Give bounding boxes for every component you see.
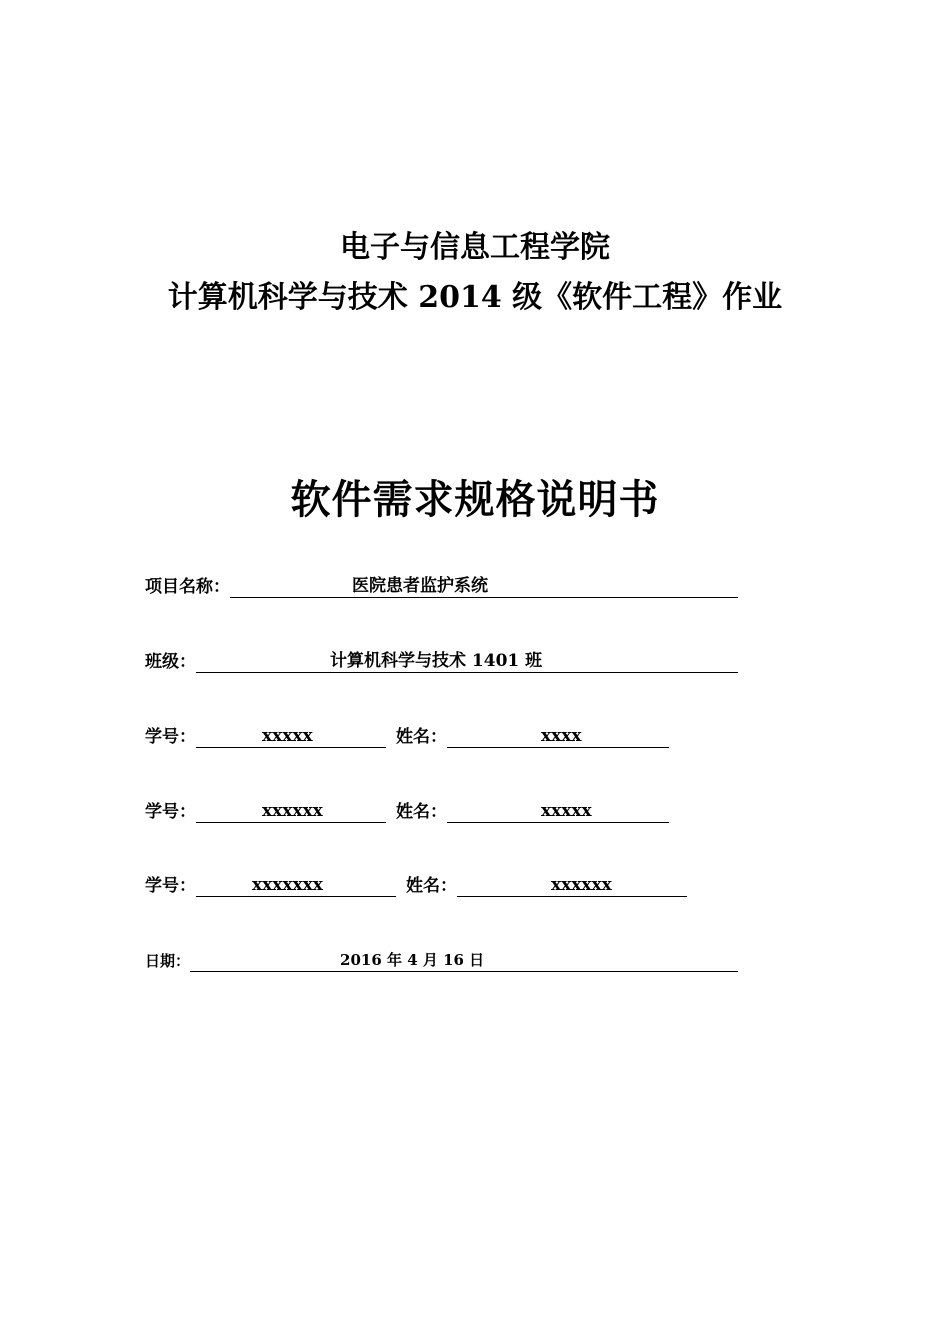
student-name-label: 姓名： (396, 727, 447, 747)
student-id-field (196, 874, 396, 897)
student-name-field (447, 725, 669, 748)
course-heading: 计算机科学与技术 2014 级《软件工程》作业 (167, 280, 783, 315)
student-name-field (457, 874, 687, 897)
date-label: 日期： (145, 952, 191, 970)
student-name-value: xxxx (541, 726, 582, 746)
project-name-row (145, 572, 738, 598)
student-name-value: xxxxxx (551, 875, 612, 895)
student-id-value: xxxxx (262, 726, 313, 746)
student-id-label: 学号： (145, 876, 196, 896)
date-value: 2016 年 4 月 16 日 (340, 951, 485, 969)
student-id-value: xxxxxx (262, 801, 323, 821)
student-id-label: 学号： (145, 802, 196, 822)
class-row (145, 647, 738, 673)
student-id-field (196, 725, 386, 748)
date-row (145, 946, 738, 972)
class-value: 计算机科学与技术 1401 班 (330, 651, 543, 671)
student-id-label: 学号： (145, 727, 196, 747)
student-name-value: xxxxx (541, 801, 592, 821)
project-name-field (230, 575, 738, 598)
student-name-label: 姓名： (396, 802, 447, 822)
student-row (145, 871, 687, 897)
student-name-label: 姓名： (406, 876, 457, 896)
student-id-value: xxxxxxx (252, 875, 323, 895)
class-field (196, 650, 738, 673)
student-name-field (447, 800, 669, 823)
project-name-label: 项目名称： (145, 577, 230, 597)
class-label: 班级： (145, 652, 196, 672)
document-title: 软件需求规格说明书 (290, 476, 660, 523)
school-heading: 电子与信息工程学院 (340, 230, 610, 265)
student-row (145, 722, 669, 748)
student-row (145, 797, 669, 823)
date-field (190, 949, 738, 972)
student-id-field (196, 800, 386, 823)
project-name-value: 医院患者监护系统 (352, 576, 488, 596)
